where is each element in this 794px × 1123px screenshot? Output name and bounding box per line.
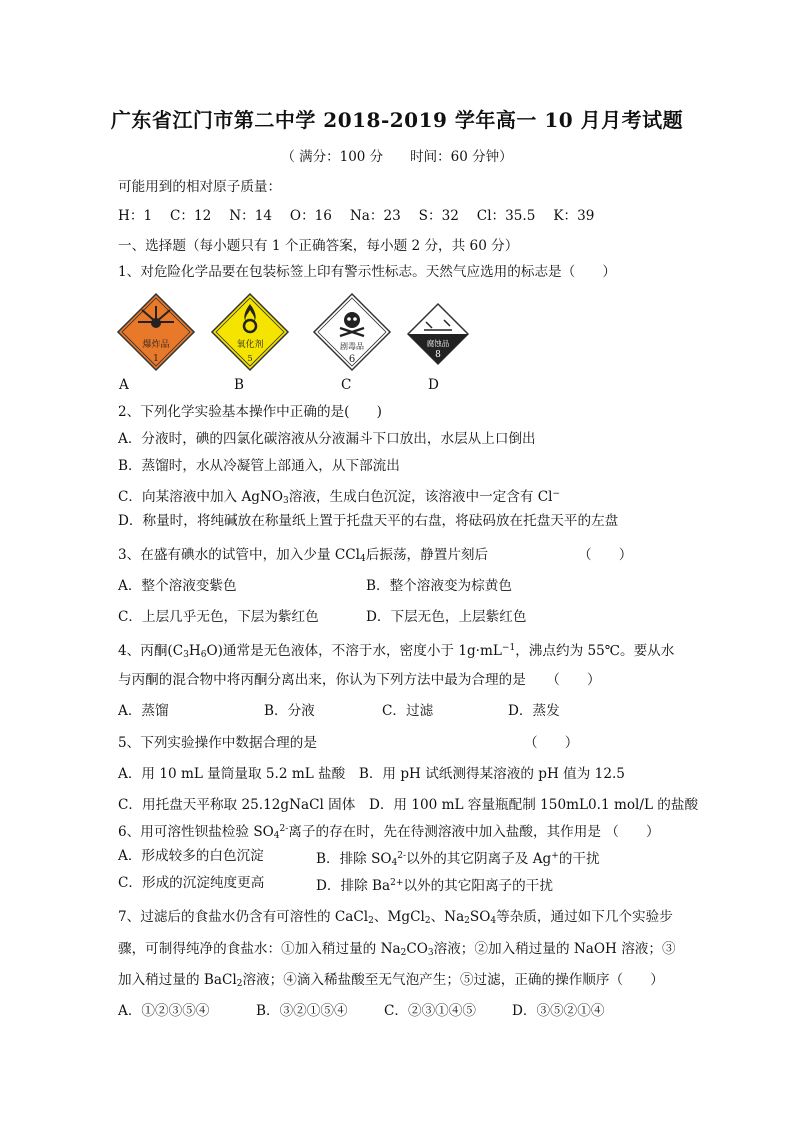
q7-text-2c: 溶液；②加入稍过量的 NaOH 溶液；③: [433, 941, 676, 957]
question-4-line-1: [118, 638, 674, 665]
question-6-option-d: [316, 873, 553, 896]
q7-text-1b: 、MgCl: [373, 909, 425, 925]
q7-sub-d: 4: [490, 916, 497, 926]
question-7-option-c: C．②③①④⑤: [384, 1003, 476, 1019]
q2c-sub: 3: [283, 496, 289, 506]
oxidizer-sign-num: 5: [247, 354, 253, 363]
sign-label-b: B: [234, 377, 244, 393]
question-7-line-2: [118, 939, 676, 963]
q6b-text: B．排除 SO: [316, 851, 392, 867]
q3-text: 3、在盛有碘水的试管中，加入少量 CCl: [118, 547, 361, 563]
question-6-option-b: [316, 846, 600, 873]
oxidizer-sign: [212, 294, 288, 370]
question-2-option-b: B．蒸馏时，水从冷凝管上部通入，从下部流出: [118, 458, 400, 474]
q6-text2: 离子的存在时，先在待测溶液中加入盐酸，其作用是 （ ）: [288, 824, 660, 840]
question-7-option-b: B．③②①⑤④: [256, 1003, 348, 1019]
q6-sub: 4: [273, 831, 280, 841]
corrosive-sign: [408, 304, 468, 364]
question-3-option-a: A．整个溶液变紫色: [118, 578, 237, 594]
q7-sub-c: 2: [464, 916, 470, 926]
q7-sub-g: 2: [236, 979, 243, 989]
q7-text-1c: 、Na: [430, 909, 465, 925]
q4-sub2: 6: [200, 650, 207, 660]
q4-text4: ，沸点约为 55℃。要从水: [515, 643, 675, 659]
q6d-text: D．排除 Ba: [316, 878, 391, 894]
q7-sub-a: 2: [368, 916, 374, 926]
q7-text-1d: SO: [469, 909, 491, 925]
exam-subtitle: （ 满分：100 分 时间：60 分钟）: [281, 149, 513, 165]
q6b-text2: 以外的其它阴离子及 Ag: [406, 851, 552, 867]
explosive-sign-label: 爆炸品: [142, 340, 170, 350]
q4-text3: O)通常是无色液体，不溶于水，密度小于 1g·mL: [206, 643, 502, 659]
explosive-sign-num: 1: [153, 354, 159, 364]
q7-sub-b: 2: [424, 916, 431, 926]
oxidizer-sign-label: 氧化剂: [236, 340, 264, 350]
q3-text2: 后振荡，静置片刻后: [365, 547, 489, 563]
question-7-line-3: [118, 970, 664, 994]
question-4-option-b: B．分液: [264, 703, 315, 719]
question-5-stem: 5、下列实验操作中数据合理的是: [118, 735, 317, 751]
corrosive-sign-num: 8: [435, 350, 441, 360]
q6d-text2: 以外的其它阳离子的干扰: [403, 878, 553, 894]
sign-label-d: D: [428, 377, 439, 393]
question-2-stem: 2、下列化学实验基本操作中正确的是( ): [118, 404, 382, 420]
section-header: 一、选择题（每小题只有 1 个正确答案，每小题 2 分，共 60 分）: [118, 238, 519, 254]
q2c-text2: 溶液，生成白色沉淀，该溶液中一定含有 Cl: [288, 489, 553, 505]
q7-sub-e: 2: [400, 948, 407, 958]
q3-sub: 4: [360, 554, 366, 564]
q7-sub-f: 3: [427, 948, 434, 958]
toxic-sign: [314, 294, 390, 370]
explosive-sign: [118, 294, 194, 370]
question-6-stem: [118, 819, 660, 846]
q4-sub1: 3: [183, 650, 189, 660]
question-7-line-1: [118, 907, 673, 931]
question-4-line-2: 与丙酮的混合物中将丙酮分离出来，你认为下列方法中最为合理的是 （ ）: [118, 672, 601, 688]
q7-text-2a: 骤，可制得纯净的食盐水：①加入稍过量的 Na: [118, 941, 401, 957]
question-1-stem: 1、对危险化学品要在包装标签上印有警示性标志。天然气应选用的标志是（ ）: [118, 264, 617, 280]
q4-text: 4、丙酮(C: [118, 643, 184, 659]
q7-text-1e: 等杂质，通过如下几个实验步: [496, 909, 673, 925]
question-3-option-b: B．整个溶液变为棕黄色: [366, 578, 512, 594]
question-5-options-cd: C．用托盘天平称取 25.12gNaCl 固体 D．用 100 mL 容量瓶配制 150mL0.1 mol/L 的盐酸: [118, 797, 699, 813]
question-7-option-d: D．③⑤②①④: [512, 1003, 605, 1019]
q2c-sup: −: [552, 489, 561, 499]
page-title: 广东省江门市第二中学 2018-2019 学年高一 10 月月考试题: [110, 108, 684, 132]
q6-sup: 2-: [279, 824, 289, 834]
question-6-option-a: A．形成较多的白色沉淀: [118, 848, 264, 864]
question-2-option-d: D．称量时，将纯碱放在称量纸上置于托盘天平的右盘，将砝码放在托盘天平的左盘: [118, 513, 619, 529]
question-5-options-ab: A．用 10 mL 量筒量取 5.2 mL 盐酸 B．用 pH 试纸测得某溶液的 pH 值为 12.5: [118, 766, 625, 782]
sign-label-c: C: [341, 377, 352, 393]
q6b-sup: 2-: [397, 851, 407, 861]
q6d-sup: 2+: [390, 878, 404, 888]
question-6-option-c: C．形成的沉淀纯度更高: [118, 875, 265, 891]
question-3-option-d: D．下层无色，上层紫红色: [366, 609, 527, 625]
q4-text2: H: [188, 643, 201, 659]
atomic-mass-header: 可能用到的相对原子质量：: [118, 179, 282, 195]
question-3-option-c: C．上层几乎无色，下层为紫红色: [118, 609, 319, 625]
q7-text-3b: 溶液；④滴入稀盐酸至无气泡产生；⑤过滤，正确的操作顺序（ ）: [242, 972, 664, 988]
q7-text-2b: CO: [406, 941, 428, 957]
question-4-option-d: D．蒸发: [508, 703, 560, 719]
q6b-sup2: +: [551, 851, 559, 861]
corrosive-sign-label: 腐蚀品: [426, 339, 450, 348]
question-4-option-a: A．蒸馏: [118, 703, 169, 719]
q6b-text3: 的干扰: [558, 851, 600, 867]
toxic-sign-num: 6: [348, 354, 356, 365]
atomic-mass-list: H：1 C：12 N：14 O：16 Na：23 S：32 Cl：35.5 K：39: [118, 208, 595, 224]
toxic-sign-label: 剧毒品: [340, 342, 364, 351]
question-2-option-c: [118, 484, 560, 511]
hazard-signs: [116, 292, 496, 372]
question-2-option-a: A．分液时，碘的四氯化碳溶液从分液漏斗下口放出，水层从上口倒出: [118, 431, 536, 447]
question-4-option-c: C．过滤: [382, 703, 434, 719]
question-3-paren: （ ）: [578, 547, 633, 563]
q6b-sub: 4: [391, 858, 398, 868]
question-3-stem: [118, 545, 488, 569]
q6-text: 6、用可溶性钡盐检验 SO: [118, 824, 274, 840]
q7-text-3a: 加入稍过量的 BaCl: [118, 972, 237, 988]
q7-text-1a: 7、过滤后的食盐水仍含有可溶性的 CaCl: [118, 909, 369, 925]
question-7-option-a: A．①②③⑤④: [118, 1003, 210, 1019]
sign-label-a: A: [119, 377, 129, 393]
question-5-paren: （ ）: [524, 735, 579, 751]
q2c-text: C．向某溶液中加入 AgNO: [118, 489, 284, 505]
q4-sup: −1: [501, 643, 516, 653]
